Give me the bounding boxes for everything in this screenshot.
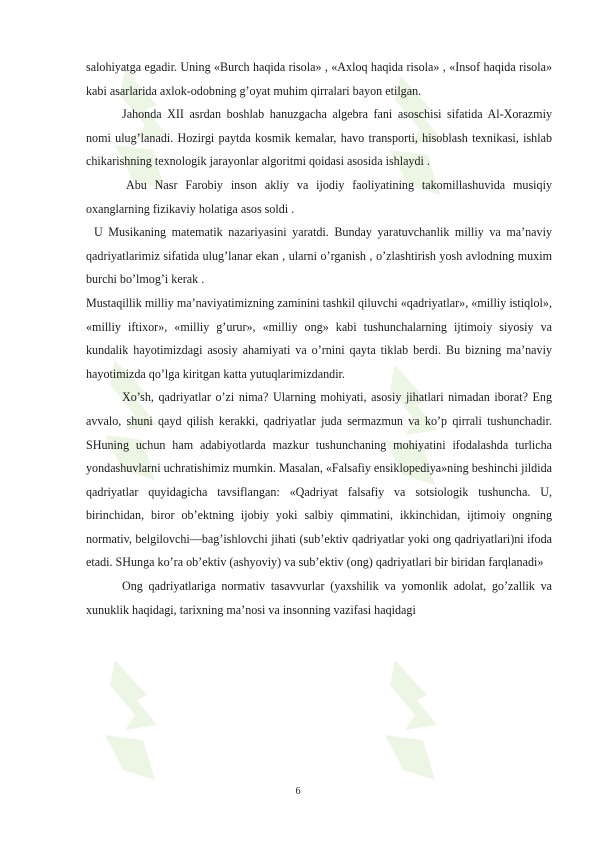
paragraph-3: Abu Nasr Farobiy inson akliy va ijodiy faoliyatining takomillashuvida musiqiy oxanglarning fizikaviy holatiga asos soldi . [86,177,552,216]
paragraph-4: U Musikaning matematik nazariyasini yaratdi. Bunday yaratuvchanlik milliy va ma’naviy qadriyatlarimiz sifatida ulug’lanar ekan , ularni o’rganish , o’zlashtirish yosh avlodning muxim burchi bo’lmog’i kerak . [86,225,552,287]
body-text [86,56,552,622]
watermark-logo-icon [85,640,195,790]
watermark-logo-icon [365,640,475,790]
paragraph-1: salohiyatga egadir. Uning «Burch haqida risola» , «Axloq haqida risola» , «Insof haqida risola» kabi asarlarida axlok-odobning g’oyat muhim qirralari bayon etilgan. [86,60,552,98]
page-number: 6 [295,786,301,797]
paragraph-7: Ong qadriyatlariga normativ tasavvurlar (yaxshilik va yomonlik adolat, go’zallik va xunuklik haqidagi, tarixning ma’nosi va insonning vazifasi haqidagi [86,579,552,617]
paragraph-5: Mustaqillik milliy ma’naviyatimizning zaminini tashkil qiluvchi «qadriyatlar», «milliy istiqlol», «milliy iftixor», «milliy g’urur», «milliy ong» kabi tushunchalarning ijtimoiy siyosiy va kundalik hayotimizdagi asosiy ahamiyati va o’rnini qayta tiklab berdi. Bu bizning ma’naviy hayotimizda qo’lga kiritgan katta yutuqlarimizdandir. [86,295,552,381]
paragraph-6: Xo’sh, qadriyatlar o’zi nima? Ularning mohiyati, asosiy jihatlari nimadan iborat? Eng avvalo, shuni qayd qilish kerakki, qadriyatlar juda sermazmun va ko’p qirrali tushunchadir. SHuning uchun ham adabiyotlarda mazkur tushunchaning mohiyatini ifodalashda turlicha yondashuvlarni uchratishimiz mumkin. Masalan, «Falsafiy ensiklopediya»ning beshinchi jildida qadriyatlar quyidagicha tavsiflangan: «Qadriyat falsafiy va sotsiologik tushuncha. U, birinchidan, biror ob’ektning ijobiy yoki salbiy qimmatini, ikkinchidan, ijtimoiy ongning normativ, belgilovchi—bag’ishlovchi jihati (sub’ektiv qadriyatlar yoki ong qadriyatlari)ni ifoda etadi. SHunga ko’ra ob’ektiv (ashyoviy) va sub’ektiv (ong) qadriyatlari bir biridan farqlanadi» [86,390,552,570]
paragraph-2: Jahonda XII asrdan boshlab hanuzgacha algebra fani asoschisi sifatida Al-Xorazmiy nomi ulug’lanadi. Hozirgi paytda kosmik kemalar, havo transporti, hisoblash texnikasi, ishlab chikarishning texnologik jarayonlar algoritmi qoidasi asosida ishlaydi . [86,107,552,169]
